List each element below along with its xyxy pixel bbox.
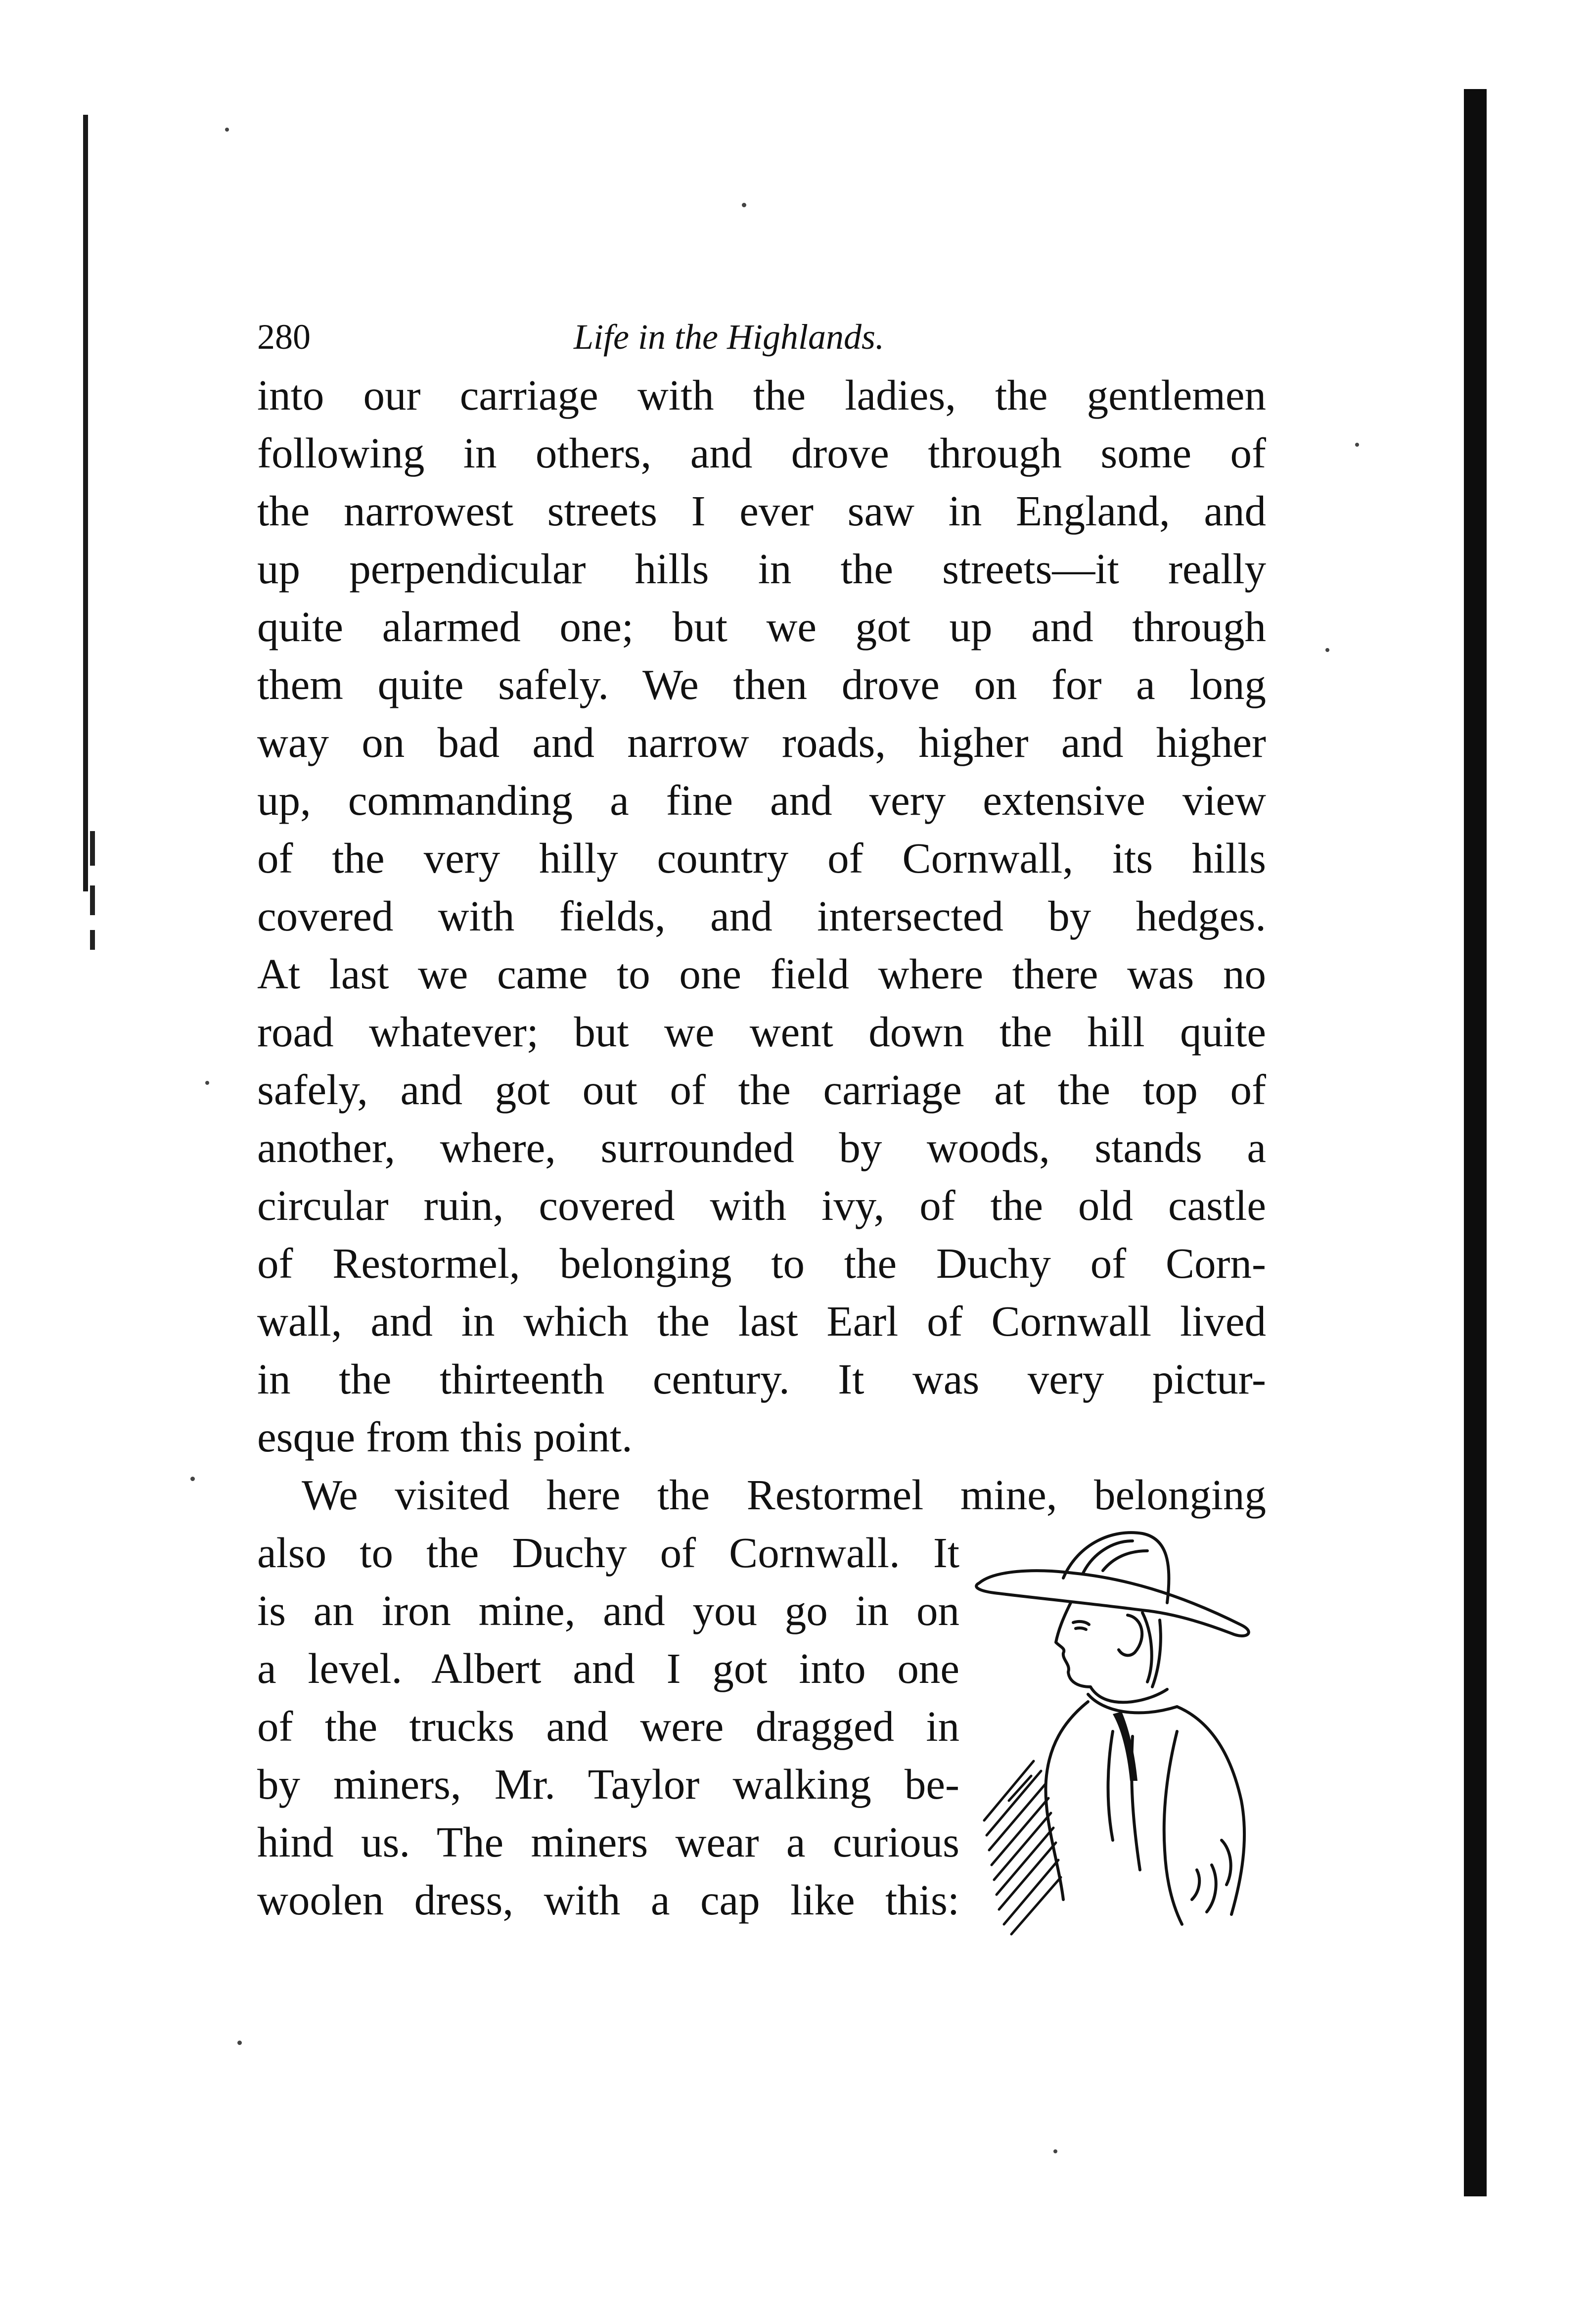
text-line: by miners, Mr. Taylor walking be-: [257, 1760, 959, 1808]
page-edge-mark: [90, 831, 95, 866]
text-line: hind us. The miners wear a curious: [257, 1818, 959, 1866]
text-line: up, commanding a fine and very extensive view: [257, 776, 1266, 824]
text-line: another, where, surrounded by woods, stands a: [257, 1123, 1266, 1171]
miner-portrait-icon: [964, 1524, 1271, 1939]
text-line: wall, and in which the last Earl of Cornwall lived: [257, 1297, 1266, 1345]
speck: [742, 203, 746, 207]
text-line: a level. Albert and I got into one: [257, 1644, 959, 1692]
text-line: quite alarmed one; but we got up and through: [257, 603, 1266, 651]
text-line: up perpendicular hills in the streets—it really: [257, 545, 1266, 593]
text-line: way on bad and narrow roads, higher and higher: [257, 718, 1266, 766]
running-title: Life in the Highlands.: [574, 317, 884, 357]
text-line: woolen dress, with a cap like this:: [257, 1876, 959, 1924]
speck: [205, 1081, 209, 1085]
text-line: covered with fields, and intersected by hedges.: [257, 892, 1266, 940]
paragraph-1: [257, 366, 1266, 1466]
running-head: [257, 307, 1266, 366]
text-line: safely, and got out of the carriage at the top of: [257, 1066, 1266, 1114]
text-line: is an iron mine, and you go in on: [257, 1586, 959, 1634]
text-line: of the very hilly country of Cornwall, its hills: [257, 834, 1266, 882]
text-line: them quite safely. We then drove on for a long: [257, 660, 1266, 708]
text-line: the narrowest streets I ever saw in England, and: [257, 487, 1266, 535]
text-line: road whatever; but we went down the hill quite: [257, 1008, 1266, 1056]
text-line: following in others, and drove through some of: [257, 429, 1266, 477]
wrapped-text-with-figure: [257, 1524, 1266, 1929]
text-line: in the thirteenth century. It was very pictur-: [257, 1355, 1266, 1403]
speck: [225, 128, 229, 132]
text-line: of Restormel, belonging to the Duchy of Corn-: [257, 1239, 1266, 1287]
text-line: of the trucks and were dragged in: [257, 1702, 959, 1750]
text-line: At last we came to one field where there was no: [257, 950, 1266, 998]
speck: [190, 1477, 195, 1481]
page-edge-left: [83, 115, 88, 891]
text-line: also to the Duchy of Cornwall. It: [257, 1529, 959, 1577]
speck: [237, 2041, 242, 2045]
paragraph-2: [257, 1466, 1266, 1929]
page-edge-mark: [90, 930, 95, 950]
text-line: esque from this point.: [257, 1413, 633, 1461]
text-line: into our carriage with the ladies, the gentlemen: [257, 371, 1266, 419]
text-line: We visited here the Restormel mine, belonging: [302, 1471, 1266, 1519]
page-number: 280: [257, 317, 311, 357]
speck: [1355, 443, 1359, 447]
speck: [1325, 648, 1329, 652]
text-line: circular ruin, covered with ivy, of the old castle: [257, 1181, 1266, 1229]
page-edge-right: [1464, 89, 1487, 2196]
book-page: [257, 307, 1266, 1929]
wrapped-text: [257, 1524, 959, 1929]
speck: [1053, 2149, 1057, 2153]
page-edge-mark: [90, 885, 95, 915]
